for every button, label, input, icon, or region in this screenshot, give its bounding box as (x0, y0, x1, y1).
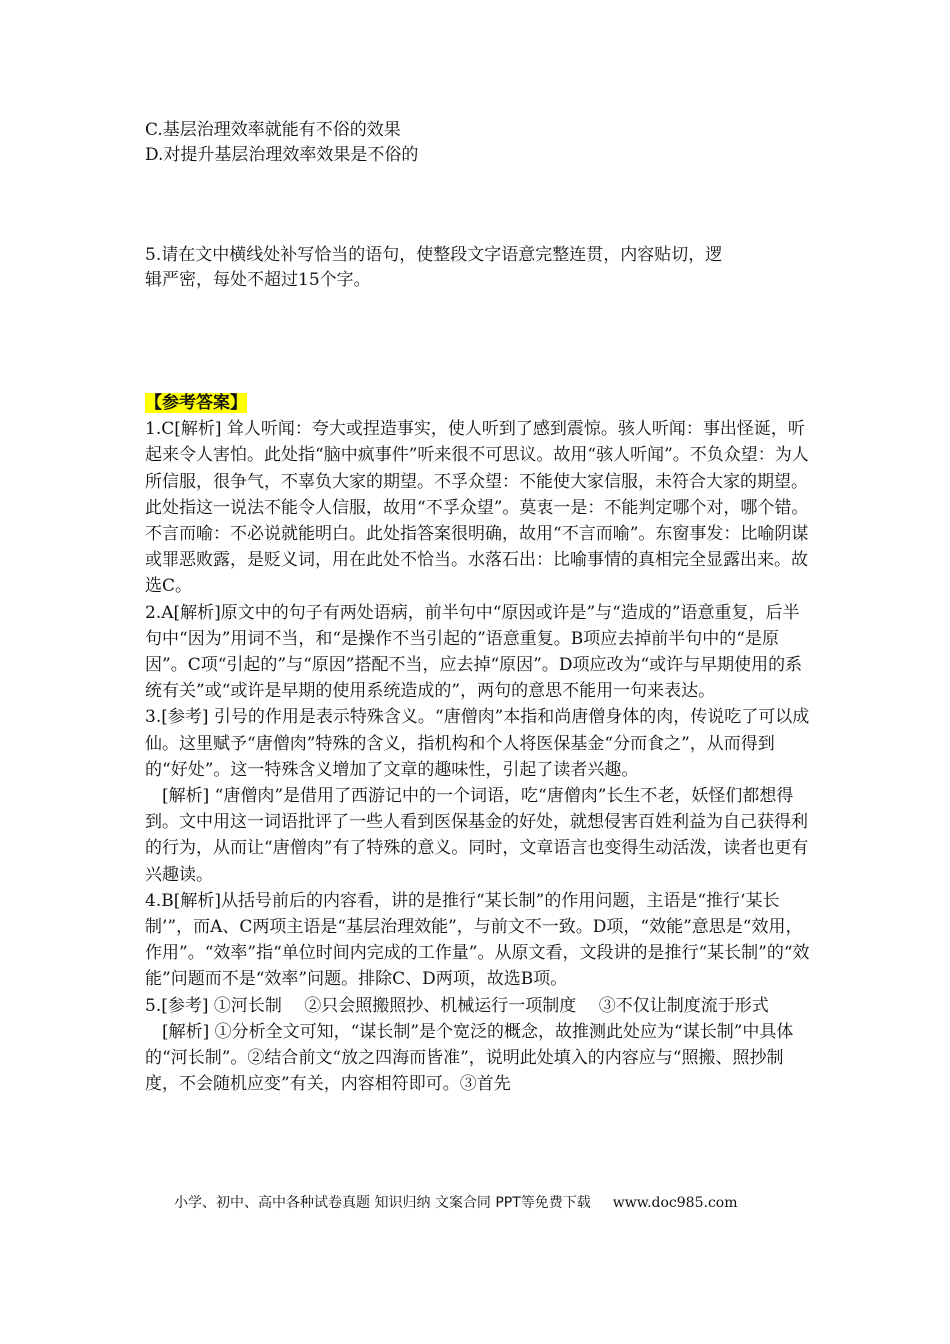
answer-5: 5.[参考] ①河长制 ②只会照搬照抄、机械运行一项制度 ③不仅让制度流于形式 (145, 995, 769, 1016)
answer-2: 2.A[解析]原文中的句子有两处语病，前半句中“原因或许是”与“造成的”语意重复，后半句中“因为”用词不当，和“是操作不当引起的”语意重复。B项应去掉前半句中的“是原因”。C项“引起的”与“原因”搭配不当，应去掉“原因”。D项应改为“或许与早期使用的系统有关”或“或许是早期的使用系统造成的”，两句的意思不能用一句来表达。 (145, 602, 803, 702)
footer-text: 小学、初中、高中各种试卷真题 知识归纳 文案合同 PPT等免费下载 (174, 1195, 591, 1211)
answer-1: 1.C[解析] 耸人听闻：夸大或捏造事实，使人听到了感到震惊。骇人听闻：事出怪诞，听起来令人害怕。此处指“脑中疯事件”听来很不可思议。故用“骇人听闻”。不负众望：为人所信服，很争气，不辜负大家的期望。不孚众望：不能使大家信服，未符合大家的期望。此处指这一说法不能令人信服，故用“不孚众望”。莫衷一是：不能判定哪个对，哪个错。不言而喻：不必说就能明白。此处指答案很明确，故用“不言而喻”。东窗事发：比喻阴谋或罪恶败露，是贬义词，用在此处不恰当。水落石出：比喻事情的真相完全显露出来。故选C。 (145, 419, 809, 597)
answer-4: 4.B[解析]从括号前后的内容看，讲的是推行“某长制”的作用问题，主语是“推行‘某长制’”，而A、C两项主语是“基层治理效能”，与前文不一致。D项，“效能”意思是“效用，作用”。“效率”指“单位时间内完成的工作量”。从原文看，文段讲的是推行“某长制”的“效能”问题而不是“效率”问题。排除C、D两项，故选B项。 (145, 890, 810, 990)
question5-line1: 5.请在文中横线处补写恰当的语句，使整段文字语意完整连贯，内容贴切，逻 (145, 245, 723, 265)
answer-3-analysis: [解析] “唐僧肉”是借用了西游记中的一个词语，吃“唐僧肉”长生不老，妖怪们都想得到。文中用这一词语批评了一些人看到医保基金的好处，就想侵害百姓利益为自己获得利的行为，从而让“唐僧肉”有了特殊的意义。同时，文章语言也变得生动活泼，读者也更有兴趣读。 (145, 786, 809, 885)
answer-3: 3.[参考] 引号的作用是表示特殊含义。“唐僧肉”本指和尚唐僧身体的肉，传说吃了可以成仙。这里赋予“唐僧肉”特殊的含义，指机构和个人将医保基金“分而食之”，从而得到的“好处”。这一特殊含义增加了文章的趣味性，引起了读者兴趣。 (145, 707, 810, 780)
footer-url[interactable]: www.doc985.com (612, 1195, 738, 1211)
question5-line2: 辑严密，每处不超过15个字。 (145, 270, 371, 290)
answer-5-analysis: [解析] ①分析全文可知，“谋长制”是个宽泛的概念，故推测此处应为“谋长制”中具体的“河长制”。②结合前文“放之四海而皆准”，说明此处填入的内容应与“照搬、照抄制度，不会随机应变”有关，内容相符即可。③首先 (145, 1021, 794, 1095)
page-footer (174, 1192, 737, 1212)
answer-heading: 【参考答案】 (145, 393, 247, 413)
option-c: C.基层治理效率就能有不俗的效果 (145, 120, 401, 140)
option-d: D.对提升基层治理效率效果是不俗的 (145, 145, 419, 165)
answer-section (145, 390, 810, 1097)
